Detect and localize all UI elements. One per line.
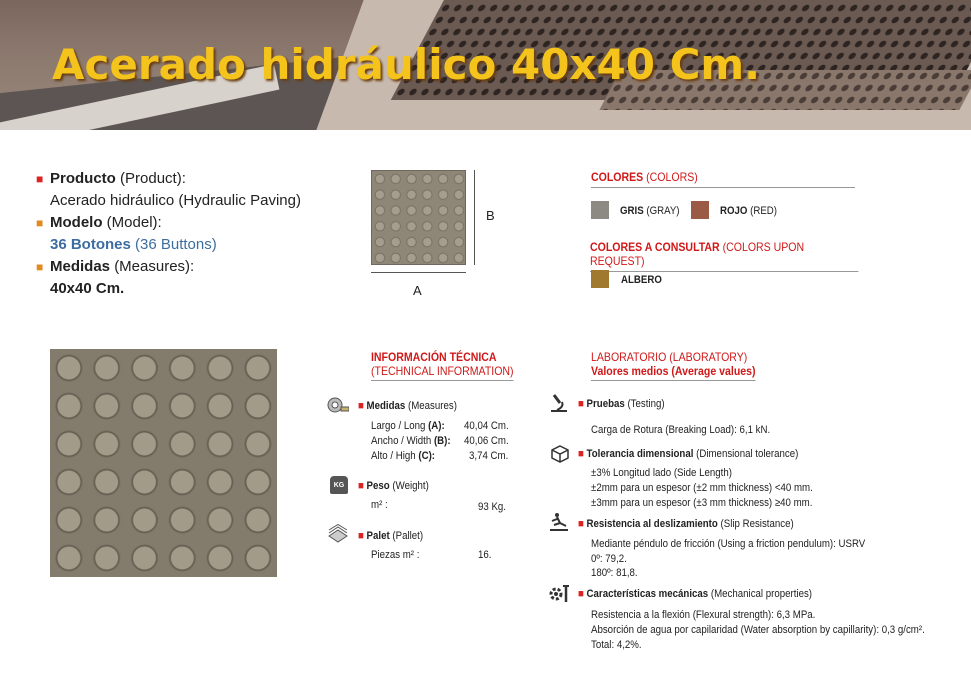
weight-icon: KG — [330, 476, 348, 494]
ancho-key: (B): — [433, 435, 451, 447]
peso-unit: m² : — [371, 499, 388, 511]
peso-heading — [358, 480, 429, 492]
lab-title-en: (LABORATORY) — [669, 350, 748, 364]
colors-title: COLORES — [591, 170, 644, 184]
modelo-en: (Model): — [106, 214, 162, 231]
peso-value: 93 Kg. — [478, 501, 506, 513]
alto-key: (C): — [418, 450, 436, 462]
producto-value-row — [36, 190, 301, 212]
colors-request-heading — [590, 240, 858, 272]
cube-icon — [549, 444, 571, 469]
largo-key: (A): — [428, 420, 445, 432]
producto-label: Producto — [50, 170, 116, 187]
largo-label: Largo / Long — [371, 420, 429, 432]
tolerancia-line-2: ±2mm para un espesor (±2 mm thickness) <40 mm. — [591, 482, 813, 494]
medidas-en: (Measures): — [114, 258, 195, 275]
color-gris-en: (GRAY) — [646, 205, 680, 217]
dimension-line-a — [371, 272, 466, 273]
producto-en: (Product): — [120, 170, 186, 187]
page-title: Acerado hidráulico 40x40 Cm. — [52, 40, 761, 89]
mecanicas-label: Características mecánicas — [586, 588, 709, 600]
technical-heading — [371, 350, 514, 384]
alto-label: Alto / High — [371, 450, 419, 462]
lab-heading — [591, 350, 756, 384]
color-albero-label — [621, 274, 662, 286]
pruebas-line: Carga de Rotura (Breaking Load): 6,1 kN. — [591, 424, 771, 436]
modelo-row — [36, 212, 301, 234]
largo-value: 40,04 Cm. — [464, 420, 509, 432]
medidas-tech-label: Medidas — [366, 400, 406, 412]
bullet-icon: ■ — [358, 530, 364, 542]
palet-unit: Piezas m² : — [371, 549, 420, 561]
color-albero-name: ALBERO — [621, 274, 662, 286]
ancho-value: 40,06 Cm. — [464, 435, 509, 447]
resistencia-heading — [578, 518, 794, 530]
tape-measure-icon — [327, 396, 349, 419]
color-gris-label — [620, 205, 680, 217]
medidas-value-row — [36, 278, 301, 300]
bullet-icon: ■ — [36, 260, 44, 274]
colors-title-en: (COLORS) — [646, 170, 698, 184]
medidas-row — [36, 256, 301, 278]
swatch-albero — [591, 270, 609, 288]
modelo-value: 36 Botones — [50, 236, 131, 253]
lab-subtitle: Valores medios (Average values) — [591, 364, 756, 381]
lab-title-row — [591, 350, 756, 364]
dimension-label-b: B — [486, 208, 495, 223]
palet-heading — [358, 530, 423, 542]
technical-title-en: (TECHNICAL INFORMATION) — [371, 364, 514, 381]
mecanicas-line-3: Total: 4,2%. — [591, 639, 642, 651]
ancho-label: Ancho / Width — [371, 435, 434, 447]
bullet-icon: ■ — [578, 588, 584, 600]
peso-label: Peso — [366, 480, 390, 492]
slip-icon — [548, 512, 570, 537]
palet-value: 16. — [478, 549, 492, 561]
resistencia-en: (Slip Resistance) — [720, 518, 794, 530]
mecanicas-heading — [578, 588, 812, 600]
lab-title: LABORATORIO — [591, 350, 667, 364]
product-info — [36, 168, 301, 300]
medidas-tech-en: (Measures) — [407, 400, 457, 412]
producto-value: Acerado hidráulico — [50, 192, 175, 209]
tolerancia-heading — [578, 448, 798, 460]
resistencia-label: Resistencia al deslizamiento — [586, 518, 718, 530]
resistencia-line-1: Mediante péndulo de fricción (Using a friction pendulum): USRV — [591, 538, 866, 550]
medidas-value: 40x40 Cm. — [50, 280, 125, 297]
tile-photo — [50, 349, 277, 577]
modelo-value-en: (36 Buttons) — [135, 236, 217, 253]
swatch-gris — [591, 201, 609, 219]
gear-wrench-icon — [548, 584, 570, 609]
modelo-label: Modelo — [50, 214, 103, 231]
dimension-label-a: A — [413, 283, 422, 298]
bullet-icon: ■ — [36, 172, 44, 186]
bullet-icon: ■ — [36, 216, 44, 230]
pruebas-heading — [578, 398, 665, 410]
bullet-icon: ■ — [578, 398, 584, 410]
palet-label: Palet — [366, 530, 390, 542]
producto-value-en: (Hydraulic Paving) — [178, 192, 301, 209]
tolerancia-line-1: ±3% Longitud lado (Side Length) — [591, 467, 732, 479]
tolerancia-line-3: ±3mm para un espesor (±3 mm thickness) ≥40 mm. — [591, 497, 813, 509]
pallet-icon — [327, 524, 349, 549]
ancho-row — [371, 435, 451, 447]
tolerancia-en: (Dimensional tolerance) — [696, 448, 799, 460]
color-rojo-label — [720, 205, 777, 217]
microscope-icon — [548, 393, 570, 418]
color-gris-name: GRIS — [620, 205, 644, 217]
bullet-icon: ■ — [358, 480, 364, 492]
palet-en: (Pallet) — [392, 530, 424, 542]
color-rojo-name: ROJO — [720, 205, 748, 217]
product-row — [36, 168, 301, 190]
alto-value: 3,74 Cm. — [469, 450, 509, 462]
mecanicas-line-2: Absorción de agua por capilaridad (Water absorption by capillarity): 0,3 g/cm². — [591, 624, 925, 636]
largo-row — [371, 420, 445, 432]
medidas-label: Medidas — [50, 258, 111, 275]
bullet-icon: ■ — [578, 518, 584, 530]
peso-en: (Weight) — [392, 480, 429, 492]
pruebas-en: (Testing) — [627, 398, 665, 410]
color-rojo-en: (RED) — [750, 205, 778, 217]
bullet-icon: ■ — [578, 448, 584, 460]
pruebas-label: Pruebas — [586, 398, 625, 410]
swatch-rojo — [691, 201, 709, 219]
colors-request-en: (COLORS UPON REQUEST) — [590, 240, 805, 268]
modelo-value-row — [36, 234, 301, 256]
medidas-tech-heading — [358, 400, 457, 412]
technical-title: INFORMACIÓN TÉCNICA — [371, 350, 497, 364]
resistencia-line-3: 180º: 81,8. — [591, 567, 638, 579]
colors-request-title: COLORES A CONSULTAR — [590, 240, 720, 254]
resistencia-line-2: 0º: 79,2. — [591, 553, 627, 565]
alto-row — [371, 450, 435, 462]
tolerancia-label: Tolerancia dimensional — [586, 448, 694, 460]
mecanicas-en: (Mechanical properties) — [710, 588, 813, 600]
mecanicas-line-1: Resistencia a la flexión (Flexural strength): 6,3 MPa. — [591, 609, 816, 621]
colors-heading — [591, 170, 855, 188]
bullet-icon: ■ — [358, 400, 364, 412]
tile-diagram — [371, 170, 466, 265]
dimension-line-b — [474, 170, 475, 265]
